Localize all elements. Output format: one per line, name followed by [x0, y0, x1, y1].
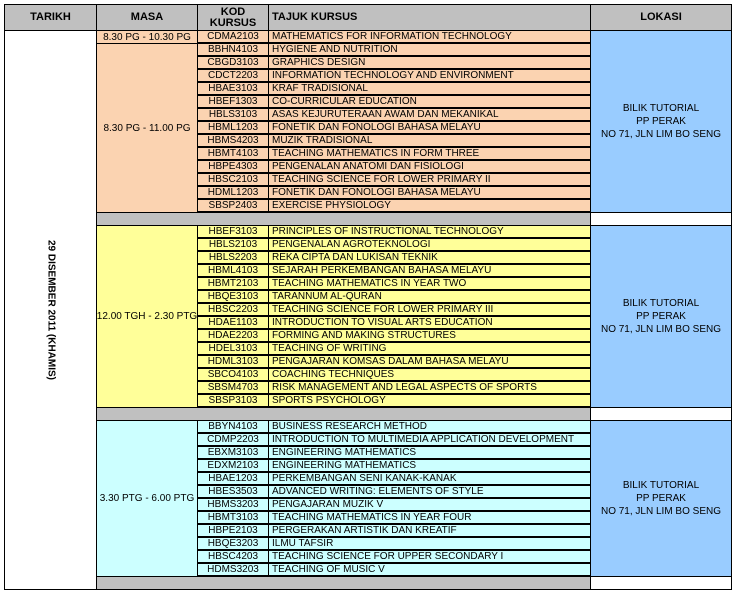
course-code: BBHN4103 [197, 43, 269, 56]
location-line: PP PERAK [636, 493, 686, 504]
course-code: EDXM2103 [197, 459, 269, 472]
course-title: TEACHING OF MUSIC V [268, 563, 591, 576]
session-separator-lokasi [590, 576, 732, 590]
course-code: HBLS2203 [197, 251, 269, 264]
course-title: TEACHING SCIENCE FOR LOWER PRIMARY II [268, 173, 591, 186]
course-title: MATHEMATICS FOR INFORMATION TECHNOLOGY [268, 30, 591, 43]
course-title: INTRODUCTION TO MULTIMEDIA APPLICATION DEVELOPMENT [268, 433, 591, 446]
time-slot: 3.30 PTG - 6.00 PTG [96, 420, 198, 577]
course-code: CBGD3103 [197, 56, 269, 69]
course-title: BUSINESS RESEARCH METHOD [268, 420, 591, 433]
course-code: HDMS3203 [197, 563, 269, 576]
course-title: TEACHING MATHEMATICS IN YEAR FOUR [268, 511, 591, 524]
course-code: SBCO4103 [197, 368, 269, 381]
course-code: CDMA2103 [197, 30, 269, 43]
course-code: HBAE3103 [197, 82, 269, 95]
course-code: HBES3503 [197, 485, 269, 498]
course-code: HDML3103 [197, 355, 269, 368]
location-line: PP PERAK [636, 311, 686, 322]
header-masa: MASA [96, 4, 198, 31]
course-code: HBEF1303 [197, 95, 269, 108]
course-code: SBSM4703 [197, 381, 269, 394]
course-code: SBSP2403 [197, 199, 269, 212]
course-code: HBPE2103 [197, 524, 269, 537]
course-code: HBSC2203 [197, 303, 269, 316]
course-code: EBXM3103 [197, 446, 269, 459]
course-code: HBMT2103 [197, 277, 269, 290]
location-line: BILIK TUTORIAL [622, 480, 700, 491]
course-title: FONETIK DAN FONOLOGI BAHASA MELAYU [268, 121, 591, 134]
session-separator [96, 576, 591, 590]
course-title: TARANNUM AL-QURAN [268, 290, 591, 303]
course-code: HDAE1103 [197, 316, 269, 329]
course-title: TEACHING OF WRITING [268, 342, 591, 355]
location-cell [590, 225, 732, 408]
location-cell [590, 420, 732, 577]
course-title: PENGAJARAN KOMSAS DALAM BAHASA MELAYU [268, 355, 591, 368]
course-code: HDAE2203 [197, 329, 269, 342]
course-title: PENGAJARAN MUZIK V [268, 498, 591, 511]
course-code: SBSP3103 [197, 394, 269, 407]
course-title: PERKEMBANGAN SENI KANAK-KANAK [268, 472, 591, 485]
course-title: FONETIK DAN FONOLOGI BAHASA MELAYU [268, 186, 591, 199]
course-title: MUZIK TRADISIONAL [268, 134, 591, 147]
course-title: SPORTS PSYCHOLOGY [268, 394, 591, 407]
course-code: CDMP2203 [197, 433, 269, 446]
course-code: BBYN4103 [197, 420, 269, 433]
course-title: REKA CIPTA DAN LUKISAN TEKNIK [268, 251, 591, 264]
course-code: HBML1203 [197, 121, 269, 134]
course-code: CDCT2203 [197, 69, 269, 82]
course-title: RISK MANAGEMENT AND LEGAL ASPECTS OF SPORTS [268, 381, 591, 394]
date-label: 29 DISEMBER 2011 (KHAMIS) [45, 239, 56, 381]
course-title: INTRODUCTION TO VISUAL ARTS EDUCATION [268, 316, 591, 329]
course-code: HBMS4203 [197, 134, 269, 147]
course-title: HYGIENE AND NUTRITION [268, 43, 591, 56]
location-line: PP PERAK [636, 116, 686, 127]
session-separator-lokasi [590, 212, 732, 226]
course-title: KRAF TRADISIONAL [268, 82, 591, 95]
course-title: TEACHING MATHEMATICS IN FORM THREE [268, 147, 591, 160]
header-tajuk-kursus: TAJUK KURSUS [268, 4, 591, 31]
header-kod-kursus [197, 4, 269, 31]
location-line: NO 71, JLN LIM BO SENG [600, 506, 722, 517]
location-line: BILIK TUTORIAL [622, 298, 700, 309]
course-title: PERGERAKAN ARTISTIK DAN KREATIF [268, 524, 591, 537]
date-cell [4, 30, 97, 590]
header-kod-line1: KOD [220, 5, 246, 18]
course-code: HBSC2103 [197, 173, 269, 186]
course-code: HBLS3103 [197, 108, 269, 121]
time-slot: 8.30 PG - 10.30 PG [96, 30, 198, 44]
course-title: CO-CURRICULAR EDUCATION [268, 95, 591, 108]
course-title: COACHING TECHNIQUES [268, 368, 591, 381]
course-code: HBSC4203 [197, 550, 269, 563]
course-code: HBAE1203 [197, 472, 269, 485]
course-title: ENGINEERING MATHEMATICS [268, 446, 591, 459]
course-title: INFORMATION TECHNOLOGY AND ENVIRONMENT [268, 69, 591, 82]
course-code: HBPE4303 [197, 160, 269, 173]
location-cell [590, 30, 732, 213]
course-title: GRAPHICS DESIGN [268, 56, 591, 69]
course-code: HBML4103 [197, 264, 269, 277]
header-tarikh: TARIKH [4, 4, 97, 31]
course-code: HDML1203 [197, 186, 269, 199]
header-kod-line2: KURSUS [209, 16, 257, 29]
location-line: BILIK TUTORIAL [622, 103, 700, 114]
location-line: NO 71, JLN LIM BO SENG [600, 129, 722, 140]
course-code: HDEL3103 [197, 342, 269, 355]
course-title: TEACHING SCIENCE FOR LOWER PRIMARY III [268, 303, 591, 316]
location-line: NO 71, JLN LIM BO SENG [600, 324, 722, 335]
course-title: ILMU TAFSIR [268, 537, 591, 550]
course-code: HBMS3203 [197, 498, 269, 511]
session-separator-lokasi [590, 407, 732, 421]
course-code: HBMT4103 [197, 147, 269, 160]
course-title: PRINCIPLES OF INSTRUCTIONAL TECHNOLOGY [268, 225, 591, 238]
course-code: HBQE3103 [197, 290, 269, 303]
course-code: HBMT3103 [197, 511, 269, 524]
course-code: HBEF3103 [197, 225, 269, 238]
course-title: ADVANCED WRITING: ELEMENTS OF STYLE [268, 485, 591, 498]
course-title: PENGENALAN AGROTEKNOLOGI [268, 238, 591, 251]
course-title: TEACHING MATHEMATICS IN YEAR TWO [268, 277, 591, 290]
course-title: ENGINEERING MATHEMATICS [268, 459, 591, 472]
course-title: TEACHING SCIENCE FOR UPPER SECONDARY I [268, 550, 591, 563]
session-separator [96, 407, 591, 421]
course-title: FORMING AND MAKING STRUCTURES [268, 329, 591, 342]
course-code: HBLS2103 [197, 238, 269, 251]
time-slot: 12.00 TGH - 2.30 PTG [96, 225, 198, 408]
time-slot: 8.30 PG - 11.00 PG [96, 43, 198, 213]
course-title: ASAS KEJURUTERAAN AWAM DAN MEKANIKAL [268, 108, 591, 121]
course-title: SEJARAH PERKEMBANGAN BAHASA MELAYU [268, 264, 591, 277]
course-title: PENGENALAN ANATOMI DAN FISIOLOGI [268, 160, 591, 173]
course-title: EXERCISE PHYSIOLOGY [268, 199, 591, 212]
session-separator [96, 212, 591, 226]
header-lokasi: LOKASI [590, 4, 732, 31]
course-code: HBQE3203 [197, 537, 269, 550]
